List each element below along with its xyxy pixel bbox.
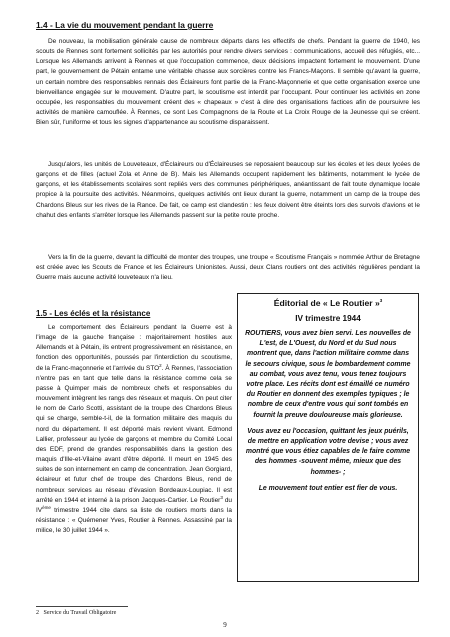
paragraph-mobilisation: De nouveau, la mobilisation générale cause de nombreux départs dans les effectifs de chefs. Pendant la guerre de 1940, les scouts de Rennes sont fortement sollicités par les autorités pour rendre divers services : communications, accueil des réfugiés, etc... Lorsque les Allemands arrivent à Rennes et que l'occupation commence, deux décisions impactent fortement le mouvement. D'une part, le gouvernement de Pétain entame une véritable chasse aux sorcières contre les Francs-Maçons. Il semble qu'avant la guerre, un certain nombre des responsables rennais des Éclaireurs font partie de la Franc-Maçonnerie et que cette organisation exerce une bienveillance engagée sur le mouvement. D'autre part, le scoutisme est interdit par l'occupant. Pour continuer les activités en zone occupée, les responsables du mouvement créent des « chapeaux » c'est à dire des organisations factices afin de poursuivre les activités de manière camouflée. À Rennes, ce sont Les Compagnons de la Route et La Croix Rouge de la Jeunesse qui se créent. Bien sûr, l'uniforme et tous les signes d'appartenance au scoutisme disparaissent. [36,38,420,127]
paragraph-end-of-war: Vers la fin de la guerre, devant la difficulté de monter des troupes, une troupe « Scoutisme Français » nommée Arthur de Bretagne est créée avec les Scouts de France et les Éclaireurs Unionistes. Aussi, deux Clans routiers ont des activités régulières pendant la Guerre mais aucune activité louveteaux n'a lieu. [36,254,420,282]
resistance-text-tail-a: du IV [36,496,232,514]
footnote-ref-sto[interactable]: 2 [159,362,162,368]
editorial-subtitle: IV trimestre 1944 [295,314,361,323]
page-number: 9 [223,621,227,629]
footnote-divider [36,606,128,607]
footnote-text: Service du Travail Obligatoire [43,610,117,616]
section-heading-war-life: 1.4 - La vie du mouvement pendant la guerre [36,20,214,30]
editorial-box [237,293,419,582]
ordinal-superscript: ème [42,504,51,510]
editorial-paragraph-1: ROUTIERS, vous avez bien servi. Les nouvelles de L'est, de L'Ouest, du Nord et du Sud nous montrent que, dans l'action militaire comme dans le secours civique, sous le bombardement comme au combat, vous avez tenu, vous tenez toujours votre place. Les récits dont est émaillé ce numéro du Routier en donnent des exemples typiques ; le nombre de ceux d'entre vous qui sont tombés en fournit la preuve douloureuse mais glorieuse. [245,330,411,419]
editorial-title [244,298,412,309]
footnote [36,610,116,616]
resistance-text-middle: . À Rennes, l'association n'entre pas en tant que telle dans la résistance comme cela se passe à Quimper mais de nombreux chefs et responsables du mouvement intègrent les rangs des réseaux et maquis. On peut citer le nom de Carlo Scotti, assistant de la troupe des Chardons Bleus qui se charge, semble-t-il, de la formation militaire des maquis du nord du département. Il est déporté mais revient vivant. Edmond Lallier, professeur au lycée de garçons et membre du Comité Local des EDF, prend de grandes responsabilités dans la gestion des maquis d'Ille-et-Vilaine avant d'être déporté. Il meurt en 1945 des suites de son internement en camp de concentration. Jean Gorgiard, éclaireur et futur chef de troupe des Chardons Bleus, rend de nombreux services au réseau d'évasion Bordeaux-Loupiac. Il est arrêté en 1944 et interné à la prison Jacques-Cartier. Le Routier [36,364,232,504]
editorial-paragraph-2: Vous avez eu l'occasion, quittant les jeux puérils, de mettre en application votre devise ; vous avez montré que vous étiez capables de le faire comme des hommes -souvent même, mieux que des hommes- ; [245,427,411,476]
footnote-number: 2 [36,610,39,616]
resistance-text-start: Le comportement des Éclaireurs pendant la Guerre est à l'image de la gauche française : majoritairement hostiles aux Allemands et à Pétain, ils entrent progressivement en résistance, en fonction des opportunités, poussés par l'interdiction du scoutisme, de la Franc-maçonnerie et l'arrivée du STO [36,324,232,372]
paragraph-occupation: Jusqu'alors, les unités de Louveteaux, d'Éclaireurs ou d'Éclaireuses se reposaient beaucoup sur les écoles et les deux lycées de garçons et de filles (actuel Zola et Anne de B). Mais les Allemands occupent rapidement les bâtiments, notamment le lycée de garçons, et les établissements scolaires sont repliés vers des communes périphériques, anéantissant de fait toute dynamique locale propice à la poursuite des activités. Néanmoins, quelques activités ont lieux durant la guerre, notamment un camp de la troupe des Chardons Bleus sur les rives de la Rance. De fait, ce camp est clandestin : les feux doivent être éteints lors des survols d'avions et le chahut des enfants s'arrêter lorsque les Allemands passent sur la petite route proche. [36,161,420,219]
editorial-paragraph-3: Le mouvement tout entier est fier de vous. [258,484,398,492]
editorial-title-note: 3 [379,298,383,304]
footnote-ref-routier[interactable]: 3 [220,494,223,500]
editorial-title-text: Éditorial de « Le Routier » [273,298,380,308]
section-heading-resistance: 1.5 - Les éclés et la résistance [36,309,151,318]
paragraph-resistance [36,323,232,536]
resistance-text-tail-b: trimestre 1944 cite dans sa liste de routiers morts dans la résistance : « Quémener Yves, Routier à Rennes. Assassiné par la milice, le 30 juillet 1944 ». [36,506,232,535]
